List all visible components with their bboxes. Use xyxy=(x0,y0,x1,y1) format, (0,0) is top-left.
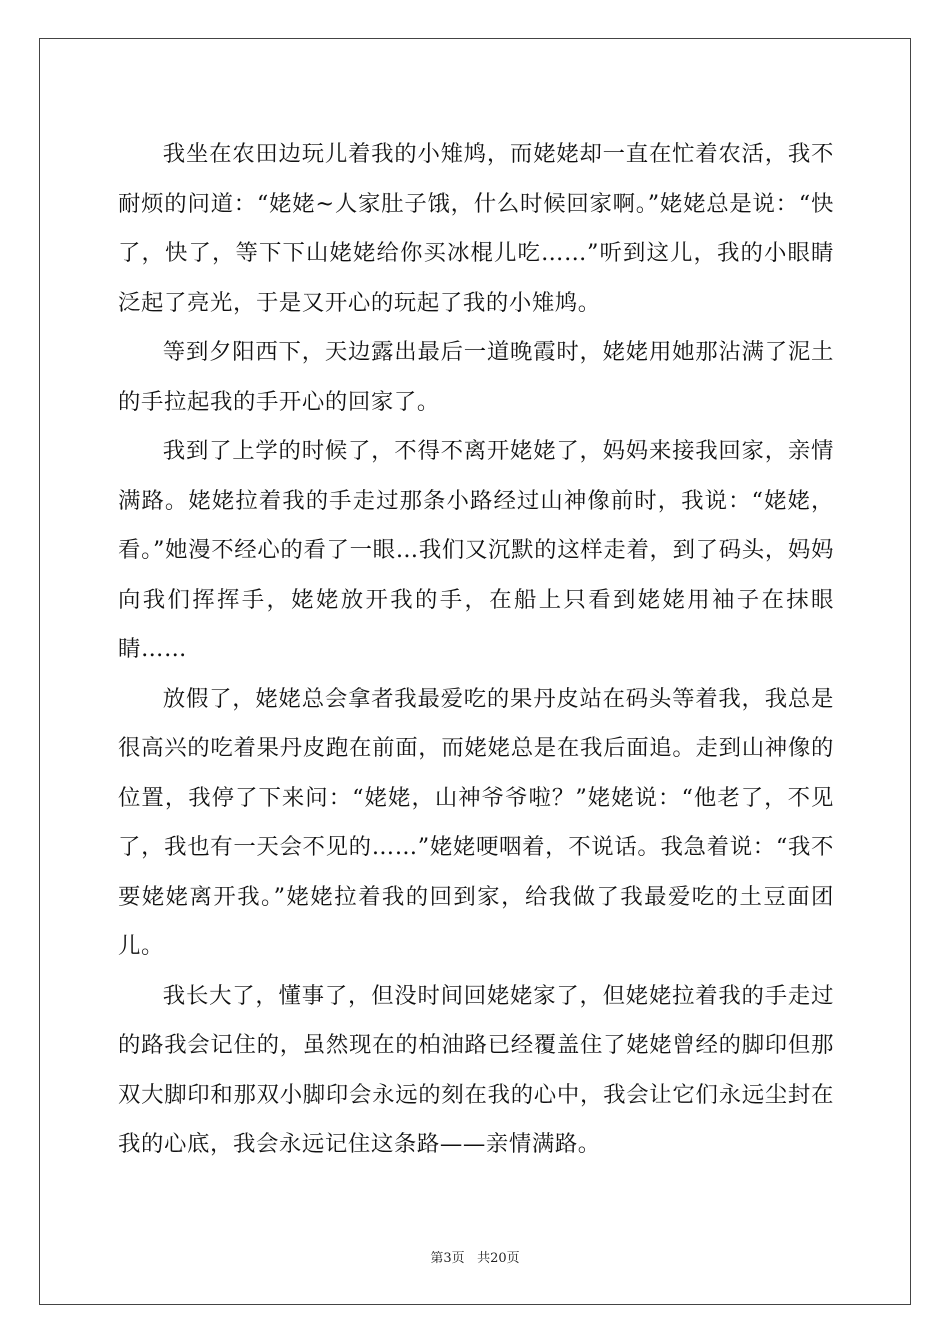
paragraph-4: 放假了，姥姥总会拿者我最爱吃的果丹皮站在码头等着我，我总是很高兴的吃着果丹皮跑在前面，而姥姥总是在我后面追。走到山神像的位置，我停了下来问：“姥姥，山神爷爷啦？”姥姥说：“他老了，不见了，我也有一天会不见的……”姥姥哽咽着，不说话。我急着说：“我不要姥姥离开我。”姥姥拉着我的回到家，给我做了我最爱吃的土豆面团儿。 xyxy=(118,685,834,959)
paragraph-3: 我到了上学的时候了，不得不离开姥姥了，妈妈来接我回家，亲情满路。姥姥拉着我的手走过那条小路经过山神像前时，我说：“姥姥，看。”她漫不经心的看了一眼…我们又沉默的这样走着，到了码头，妈妈向我们挥挥手，姥姥放开我的手，在船上只看到姥姥用袖子在抹眼睛…… xyxy=(118,438,834,662)
paragraph-2: 等到夕阳西下，天边露出最后一道晚霞时，姥姥用她那沾满了泥土的手拉起我的手开心的回家了。 xyxy=(118,339,834,415)
paragraph-5: 我长大了，懂事了，但没时间回姥姥家了，但姥姥拉着我的手走过的路我会记住的，虽然现在的柏油路已经覆盖住了姥姥曾经的脚印但那双大脚印和那双小脚印会永远的刻在我的心中，我会让它们永远尘封在我的心底，我会永远记住这条路——亲情满路。 xyxy=(118,982,834,1157)
document-body xyxy=(118,130,834,1170)
page-total: 共20页 xyxy=(477,1251,520,1266)
paragraph-1: 我坐在农田边玩儿着我的小雉鸠，而姥姥却一直在忙着农活，我不耐烦的问道：“姥姥~人家肚子饿，什么时候回家啊。”姥姥总是说：“快了，快了，等下下山姥姥给你买冰棍儿吃……”听到这儿，我的小眼睛泛起了亮光，于是又开心的玩起了我的小雉鸠。 xyxy=(118,141,834,316)
page-footer xyxy=(0,1247,950,1266)
page-number: 第3页 xyxy=(430,1251,465,1266)
